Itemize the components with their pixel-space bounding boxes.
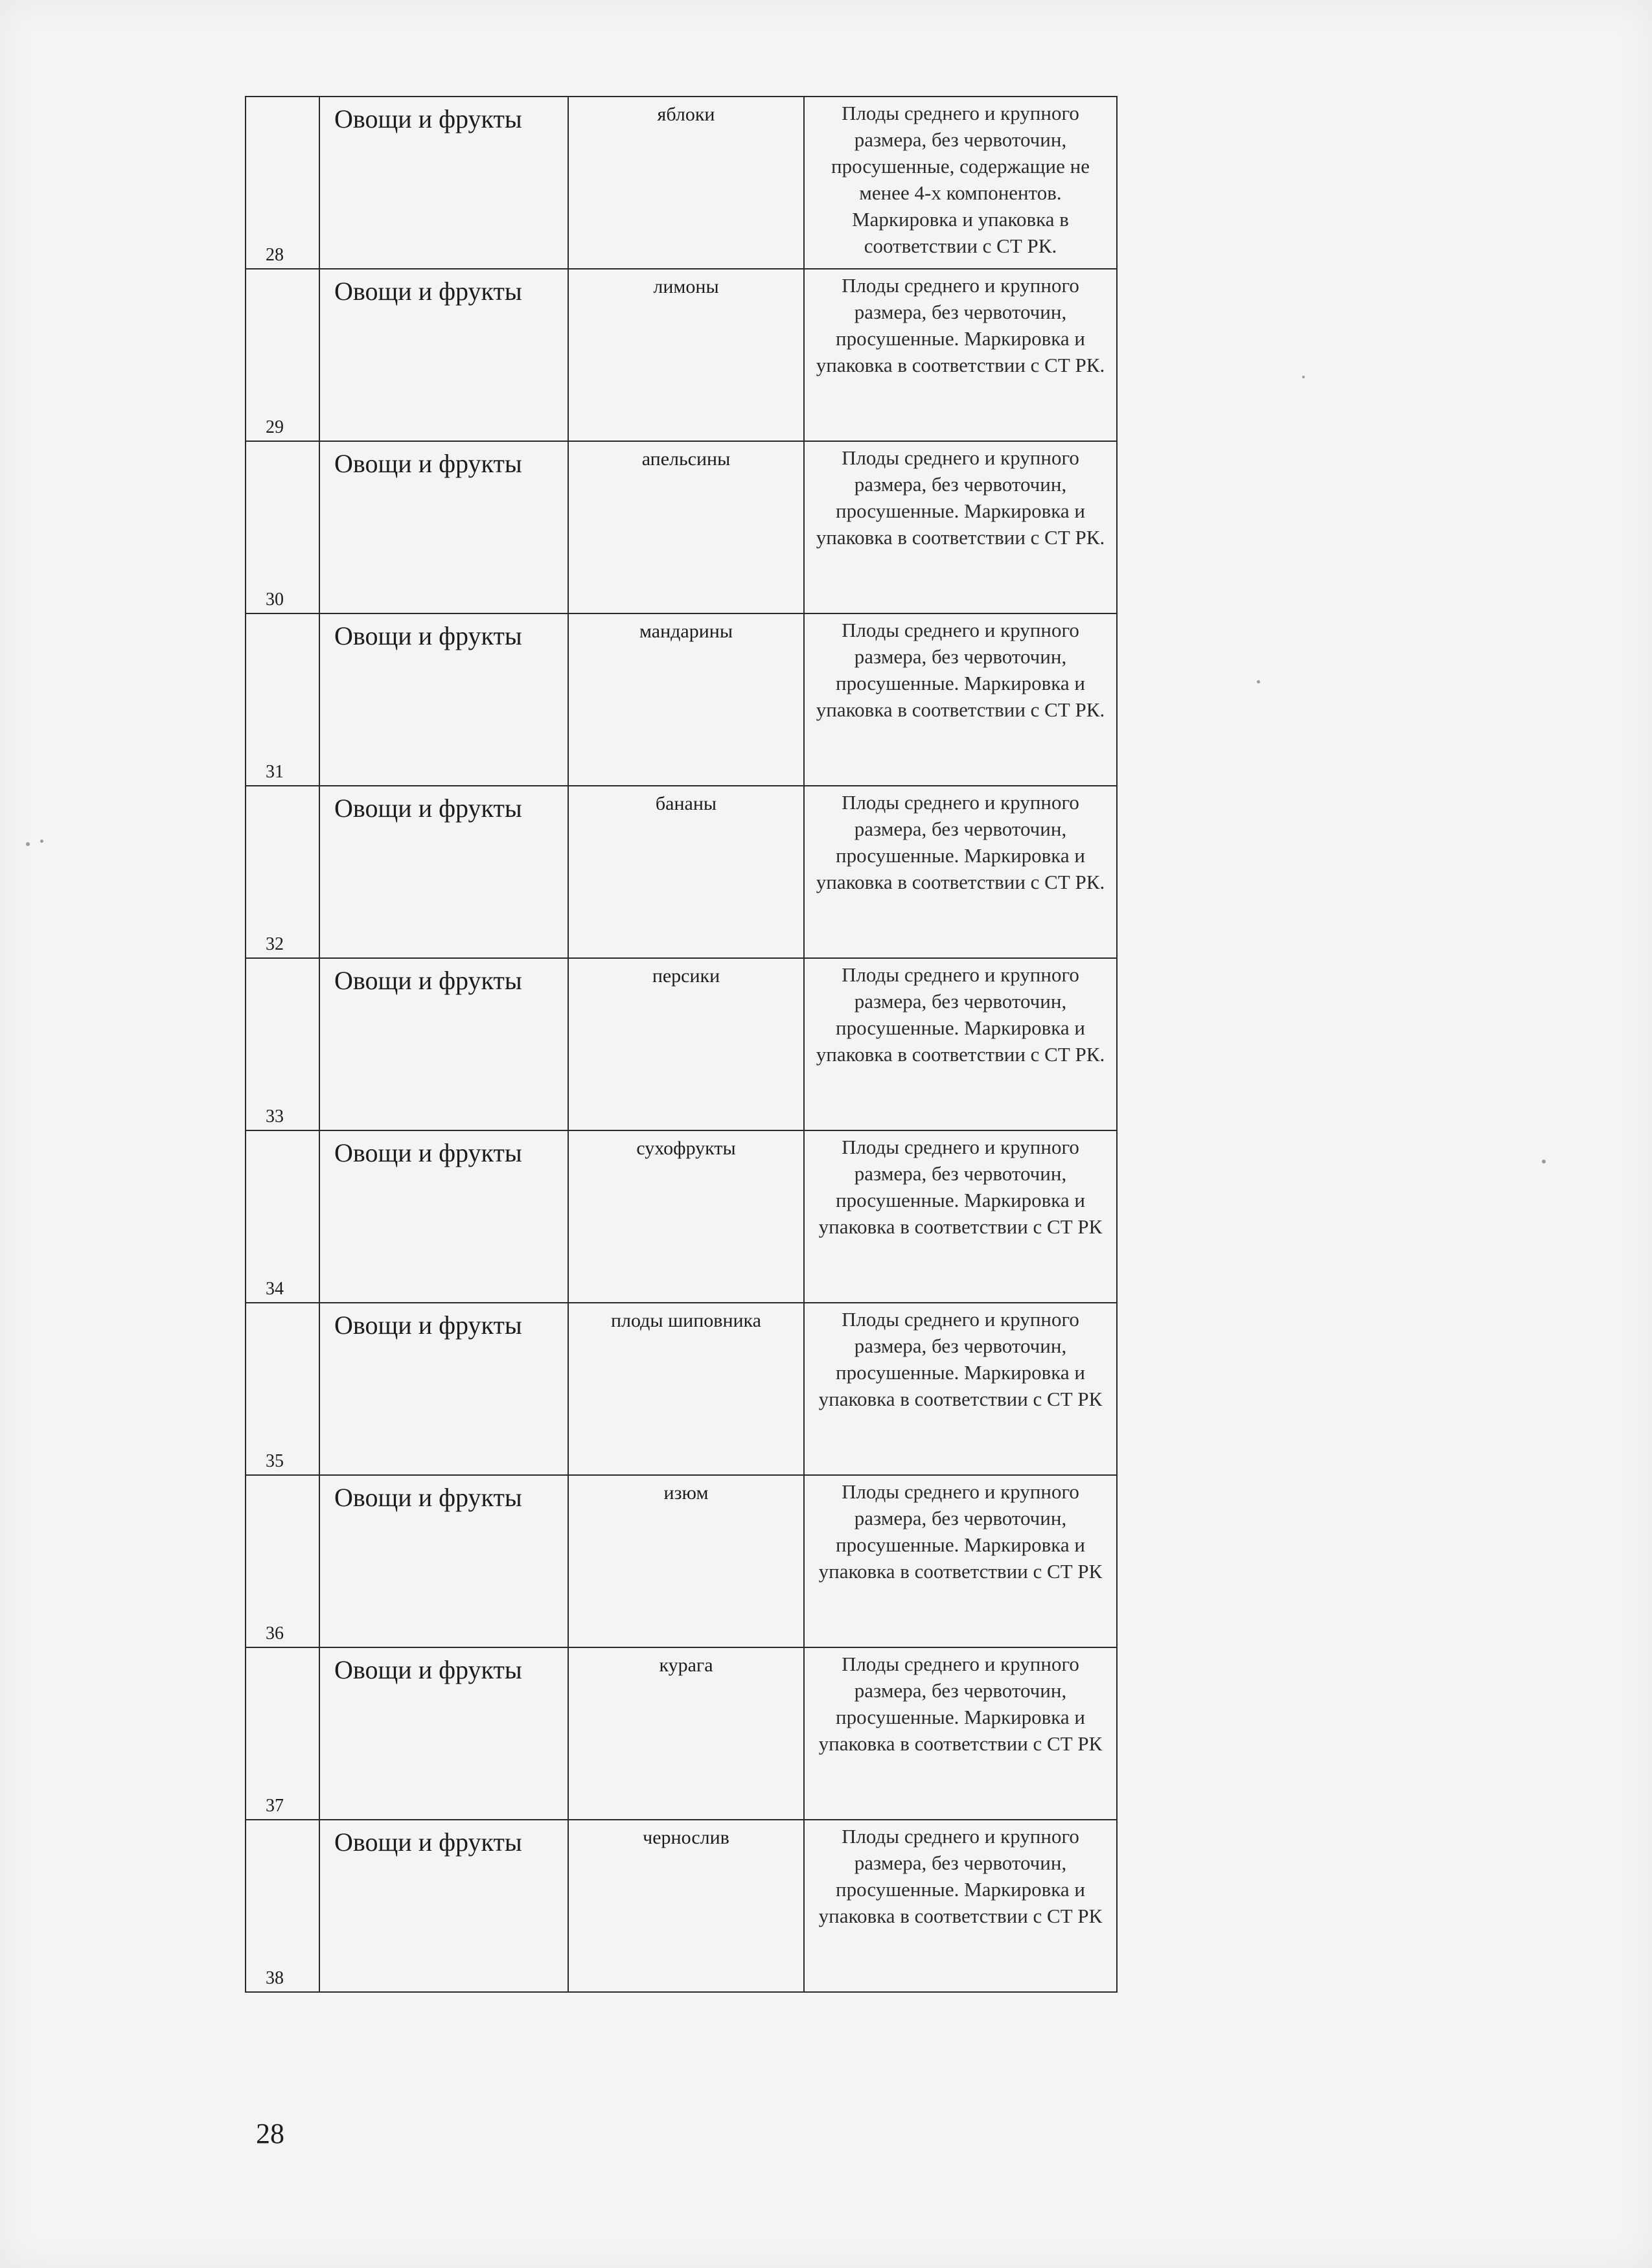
product-cell: яблоки xyxy=(568,97,804,269)
row-number: 38 xyxy=(266,1968,284,1988)
group-cell: Овощи и фрукты xyxy=(319,1130,568,1303)
product-table-grid xyxy=(245,96,1118,1993)
scan-speck xyxy=(1302,376,1305,378)
group-cell: Овощи и фрукты xyxy=(319,613,568,786)
spec-cell: Плоды среднего и крупного размера, без червоточин, просушенные. Маркировка и упаковка в соответствии с СТ РК xyxy=(804,1475,1117,1647)
row-number-cell xyxy=(246,786,319,958)
row-number: 36 xyxy=(266,1623,284,1644)
row-number-cell xyxy=(246,1820,319,1992)
group-cell: Овощи и фрукты xyxy=(319,441,568,613)
row-number: 34 xyxy=(266,1279,284,1299)
row-number-cell xyxy=(246,441,319,613)
table-body xyxy=(246,97,1117,1992)
row-number: 30 xyxy=(266,590,284,610)
row-number-cell xyxy=(246,1475,319,1647)
table-row xyxy=(246,1130,1117,1303)
row-number-cell xyxy=(246,97,319,269)
product-cell: апельсины xyxy=(568,441,804,613)
spec-cell: Плоды среднего и крупного размера, без червоточин, просушенные. Маркировка и упаковка в соответствии с СТ РК xyxy=(804,1820,1117,1992)
product-cell: курага xyxy=(568,1647,804,1820)
row-number: 33 xyxy=(266,1106,284,1127)
scan-speck xyxy=(26,842,30,846)
group-cell: Овощи и фрукты xyxy=(319,1475,568,1647)
group-cell: Овощи и фрукты xyxy=(319,97,568,269)
row-number: 37 xyxy=(266,1796,284,1816)
group-cell: Овощи и фрукты xyxy=(319,1647,568,1820)
spec-cell: Плоды среднего и крупного размера, без червоточин, просушенные. Маркировка и упаковка в соответствии с СТ РК. xyxy=(804,441,1117,613)
table-row xyxy=(246,97,1117,269)
spec-cell: Плоды среднего и крупного размера, без червоточин, просушенные. Маркировка и упаковка в соответствии с СТ РК xyxy=(804,1130,1117,1303)
scan-speck xyxy=(1257,680,1260,683)
product-cell: лимоны xyxy=(568,269,804,441)
row-number: 32 xyxy=(266,934,284,954)
group-cell: Овощи и фрукты xyxy=(319,1820,568,1992)
table-row xyxy=(246,1820,1117,1992)
product-cell: чернослив xyxy=(568,1820,804,1992)
group-cell: Овощи и фрукты xyxy=(319,1303,568,1475)
product-cell: бананы xyxy=(568,786,804,958)
table-row xyxy=(246,441,1117,613)
product-cell: плоды шиповника xyxy=(568,1303,804,1475)
table-row xyxy=(246,1647,1117,1820)
table-row xyxy=(246,613,1117,786)
row-number: 31 xyxy=(266,762,284,782)
row-number: 28 xyxy=(266,245,284,265)
group-cell: Овощи и фрукты xyxy=(319,958,568,1130)
table-row xyxy=(246,269,1117,441)
product-cell: мандарины xyxy=(568,613,804,786)
row-number-cell xyxy=(246,1303,319,1475)
group-cell: Овощи и фрукты xyxy=(319,269,568,441)
table-row xyxy=(246,1475,1117,1647)
spec-cell: Плоды среднего и крупного размера, без червоточин, просушенные. Маркировка и упаковка в соответствии с СТ РК. xyxy=(804,958,1117,1130)
row-number-cell xyxy=(246,269,319,441)
spec-cell: Плоды среднего и крупного размера, без червоточин, просушенные. Маркировка и упаковка в соответствии с СТ РК. xyxy=(804,786,1117,958)
spec-cell: Плоды среднего и крупного размера, без червоточин, просушенные. Маркировка и упаковка в соответствии с СТ РК. xyxy=(804,613,1117,786)
row-number-cell xyxy=(246,613,319,786)
row-number-cell xyxy=(246,1130,319,1303)
row-number: 35 xyxy=(266,1451,284,1471)
spec-cell: Плоды среднего и крупного размера, без червоточин, просушенные. Маркировка и упаковка в соответствии с СТ РК. xyxy=(804,269,1117,441)
row-number-cell xyxy=(246,1647,319,1820)
table-row xyxy=(246,1303,1117,1475)
spec-cell: Плоды среднего и крупного размера, без червоточин, просушенные. Маркировка и упаковка в соответствии с СТ РК xyxy=(804,1647,1117,1820)
product-cell: сухофрукты xyxy=(568,1130,804,1303)
product-table xyxy=(245,96,1105,1993)
spec-cell: Плоды среднего и крупного размера, без червоточин, просушенные. Маркировка и упаковка в соответствии с СТ РК xyxy=(804,1303,1117,1475)
scan-speck xyxy=(1542,1160,1546,1163)
group-cell: Овощи и фрукты xyxy=(319,786,568,958)
row-number: 29 xyxy=(266,417,284,437)
row-number-cell xyxy=(246,958,319,1130)
product-cell: изюм xyxy=(568,1475,804,1647)
table-row xyxy=(246,958,1117,1130)
table-row xyxy=(246,786,1117,958)
spec-cell: Плоды среднего и крупного размера, без червоточин, просушенные, содержащие не менее 4-х компонентов. Маркировка и упаковка в соответствии с СТ РК. xyxy=(804,97,1117,269)
product-cell: персики xyxy=(568,958,804,1130)
scan-speck xyxy=(40,840,43,843)
page-number: 28 xyxy=(256,2118,284,2149)
